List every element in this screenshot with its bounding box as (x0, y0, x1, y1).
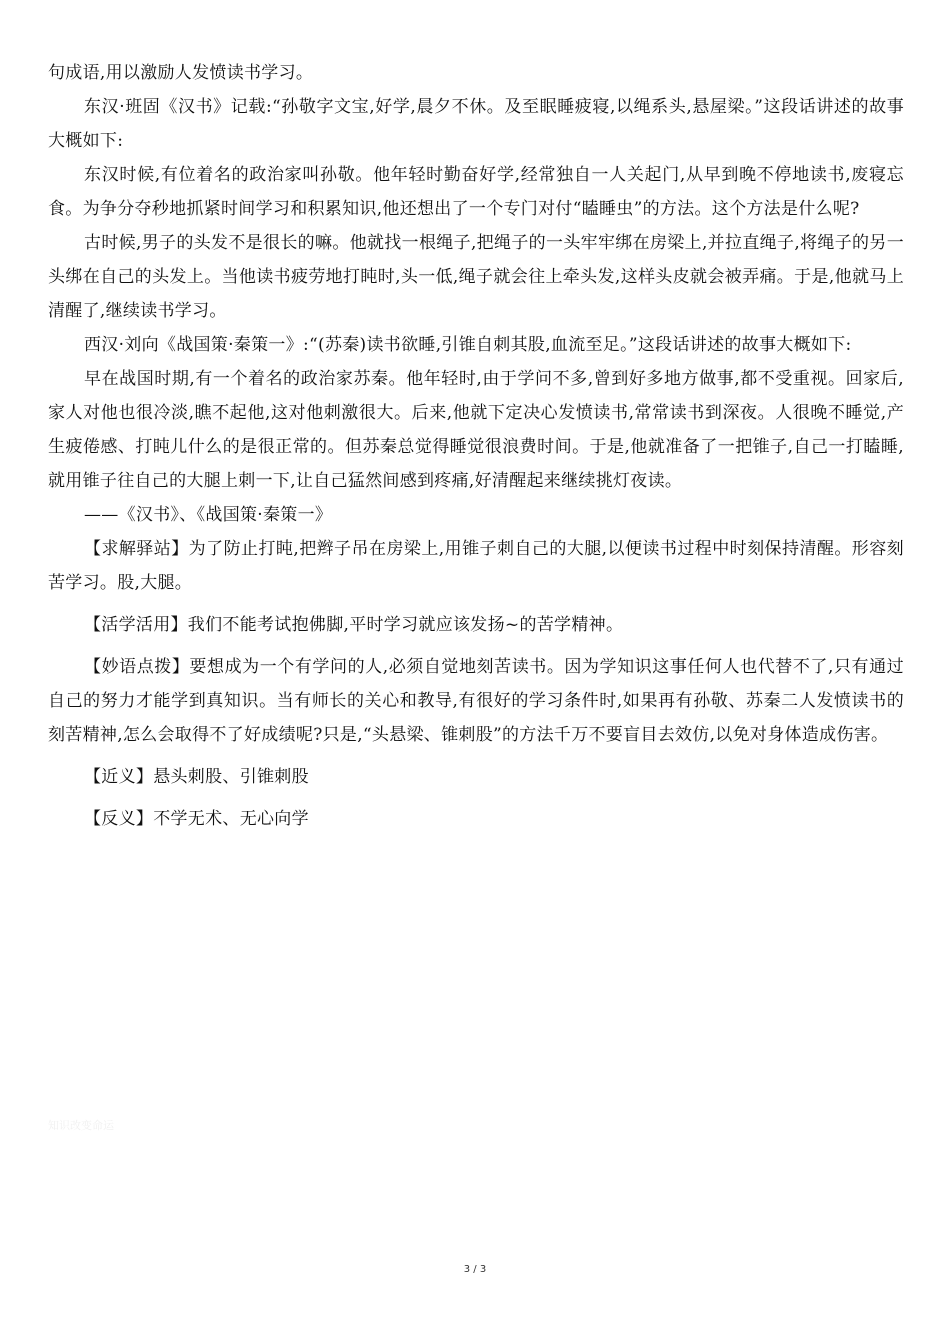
paragraph-source: ——《汉书》、《战国策·秦策一》 (84, 505, 333, 525)
paragraph-sunjing-method: 古时候,男子的头发不是很长的嘛。他就找一根绳子,把绳子的一头牢牢绑在房梁上,并拉直绳子,将绳子的另一头绑在自己的头发上。当他读书疲劳地打盹时,头一低,绳子就会往上牵头发,这样头皮就会被弄痛。于是,他就马上清醒了,继续读书学习。 (48, 233, 904, 321)
paragraph-usage: 【活学活用】我们不能考试抱佛脚,平时学习就应该发扬~的苦学精神。 (84, 615, 624, 635)
paragraph-synonyms: 【近义】悬头刺股、引锥刺股 (84, 767, 309, 787)
document-body (48, 56, 904, 836)
paragraph-zhanguoce-quote: 西汉·刘向《战国策·秦策一》:“(苏秦)读书欲睡,引锥自刺其股,血流至足。”这段话讲述的故事大概如下: (84, 335, 852, 355)
paragraph-sunjing-story: 东汉时候,有位着名的政治家叫孙敬。他年轻时勤奋好学,经常独自一人关起门,从早到晚不停地读书,废寝忘食。为争分夺秒地抓紧时间学习和积累知识,他还想出了一个专门对付“瞌睡虫”的方法。这个方法是什么呢? (48, 165, 904, 219)
paragraph-intro-tail: 句成语,用以激励人发愤读书学习。 (48, 63, 314, 83)
paragraph-suqin-story: 早在战国时期,有一个着名的政治家苏秦。他年轻时,由于学问不多,曾到好多地方做事,都不受重视。回家后,家人对他也很冷淡,瞧不起他,这对他刺激很大。后来,他就下定决心发愤读书,常常读书到深夜。人很晚不睡觉,产生疲倦感、打盹儿什么的是很正常的。但苏秦总觉得睡觉很浪费时间。于是,他就准备了一把锥子,自己一打瞌睡,就用锥子往自己的大腿上刺一下,让自己猛然间感到疼痛,好清醒起来继续挑灯夜读。 (48, 369, 904, 491)
paragraph-antonyms: 【反义】不学无术、无心向学 (84, 809, 309, 829)
paragraph-hanshu-quote: 东汉·班固《汉书》记载:“孙敬字文宝,好学,晨夕不休。及至眠睡疲寝,以绳系头,悬屋梁。”这段话讲述的故事大概如下: (48, 97, 904, 151)
paragraph-commentary: 【妙语点拨】要想成为一个有学问的人,必须自觉地刻苦读书。因为学知识这事任何人也代替不了,只有通过自己的努力才能学到真知识。当有师长的关心和教导,有很好的学习条件时,如果再有孙敬、苏秦二人发愤读书的刻苦精神,怎么会取得不了好成绩呢?只是,“头悬梁、锥刺股”的方法千万不要盲目去效仿,以免对身体造成伤害。 (48, 657, 904, 745)
paragraph-explanation: 【求解驿站】为了防止打盹,把辫子吊在房梁上,用锥子刺自己的大腿,以便读书过程中时刻保持清醒。形容刻苦学习。股,大腿。 (48, 539, 904, 593)
page-number: 3 / 3 (463, 1264, 487, 1275)
watermark: 知识改变命运 (48, 1119, 114, 1132)
